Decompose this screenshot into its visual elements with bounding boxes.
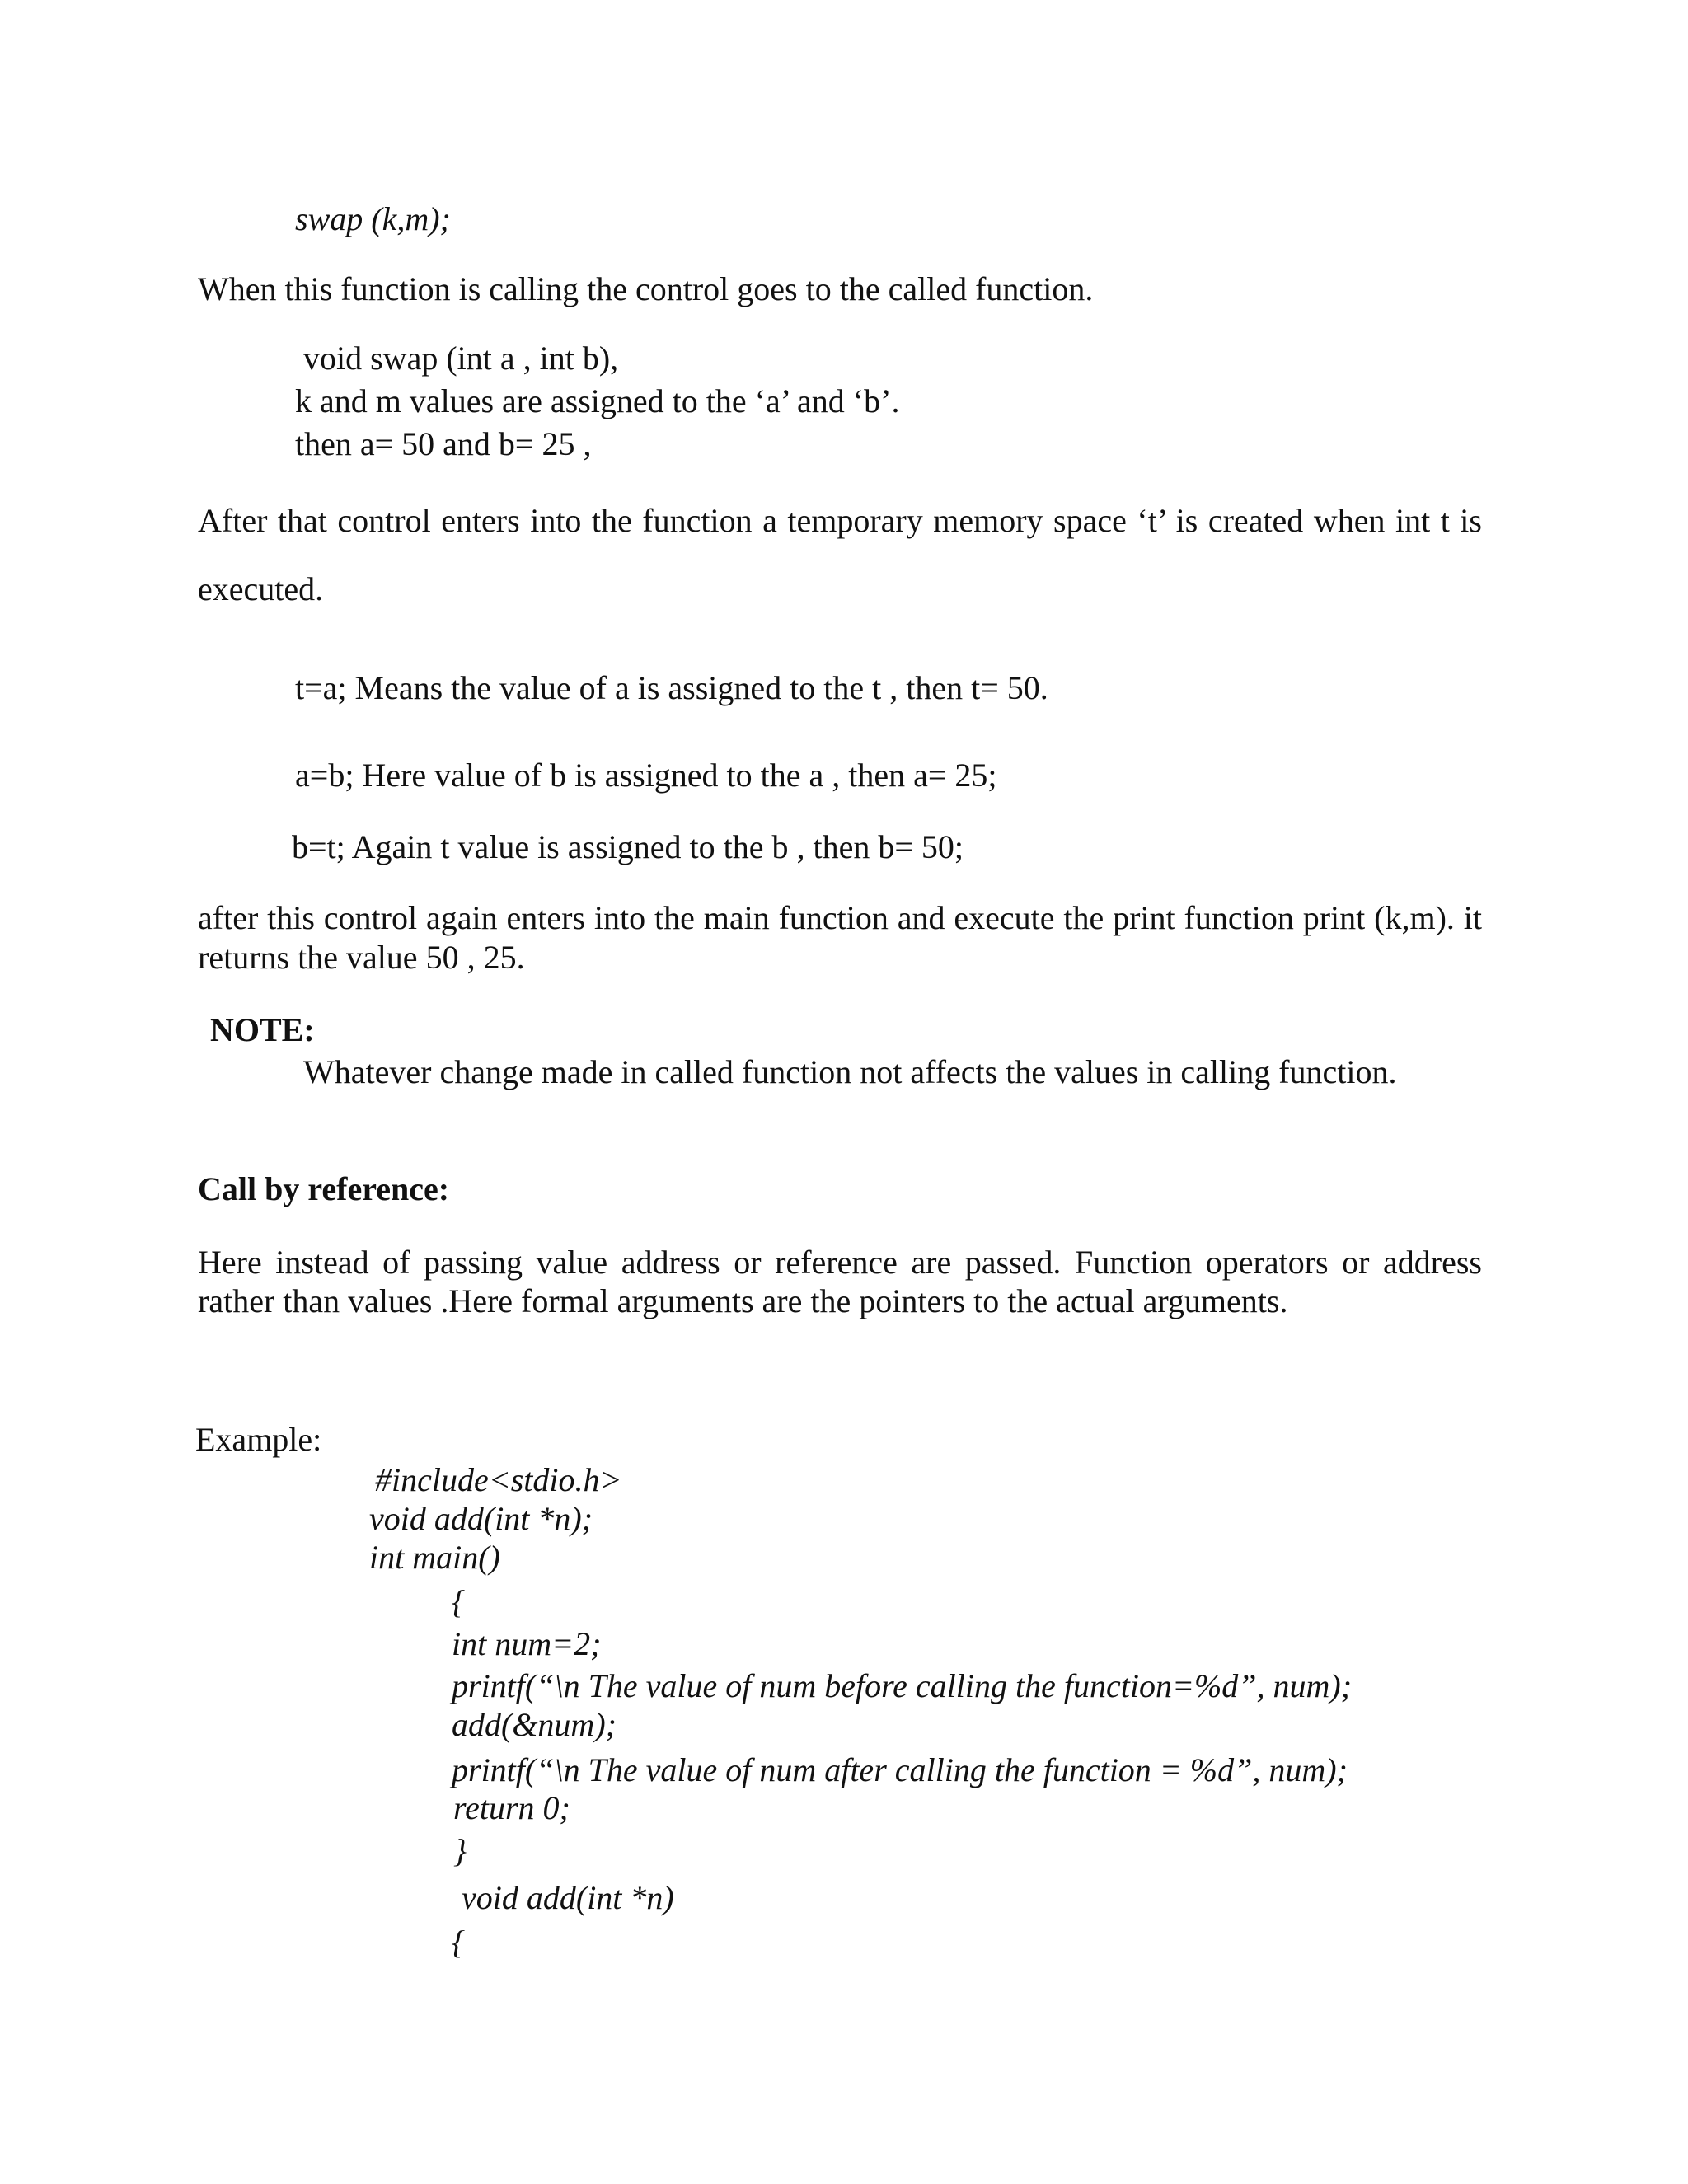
note-heading: NOTE:: [210, 1011, 315, 1048]
indent-line-swap-signature: void swap (int a , int b),: [303, 340, 619, 377]
step-t-equals-a: t=a; Means the value of a is assigned to the t , then t= 50.: [295, 669, 1048, 706]
code-line-num-declaration: int num=2;: [452, 1625, 602, 1662]
code-line-add-call: add(&num);: [452, 1706, 617, 1743]
section-paragraph-line2: rather than values .Here formal arguments are the pointers to the actual arguments.: [198, 1282, 1288, 1319]
code-line-include: #include<stdio.h>: [375, 1461, 622, 1498]
step-b-equals-t: b=t; Again t value is assigned to the b , then b= 50;: [292, 828, 964, 865]
code-line-printf-after: printf(“\n The value of num after calling the function = %d”, num);: [452, 1751, 1348, 1788]
code-line-main-signature: int main(): [369, 1539, 500, 1576]
paragraph-return-line1: after this control again enters into the main function and execute the print function print (k,m). it: [198, 899, 1482, 936]
code-line-add-prototype: void add(int *n);: [369, 1500, 593, 1537]
code-line-main-close-brace: }: [453, 1832, 467, 1869]
code-line-printf-before: printf(“\n The value of num before calling the function=%d”, num);: [452, 1667, 1353, 1704]
section-heading-call-by-reference: Call by reference:: [198, 1170, 450, 1207]
code-line-add-definition: void add(int *n): [462, 1879, 674, 1916]
section-paragraph-line1: Here instead of passing value address or reference are passed. Function operators or address: [198, 1244, 1482, 1281]
paragraph-call-explanation: When this function is calling the control goes to the called function.: [198, 270, 1094, 307]
paragraph-return-line2: returns the value 50 , 25.: [198, 939, 525, 976]
paragraph-temp-memory-line2: executed.: [198, 570, 324, 607]
example-label: Example:: [195, 1421, 322, 1458]
note-text: Whatever change made in called function not affects the values in calling function.: [303, 1053, 1397, 1090]
indent-line-assignment: k and m values are assigned to the ‘a’ and ‘b’.: [295, 382, 900, 419]
swap-call-line: swap (k,m);: [295, 200, 451, 237]
paragraph-temp-memory-line1: After that control enters into the function a temporary memory space ‘t’ is created when int t is: [198, 502, 1482, 539]
code-line-main-open-brace: {: [452, 1583, 465, 1620]
indent-line-values: then a= 50 and b= 25 ,: [295, 425, 592, 462]
code-line-return: return 0;: [453, 1789, 570, 1826]
step-a-equals-b: a=b; Here value of b is assigned to the a , then a= 25;: [295, 757, 997, 794]
code-line-add-open-brace: {: [452, 1924, 465, 1961]
